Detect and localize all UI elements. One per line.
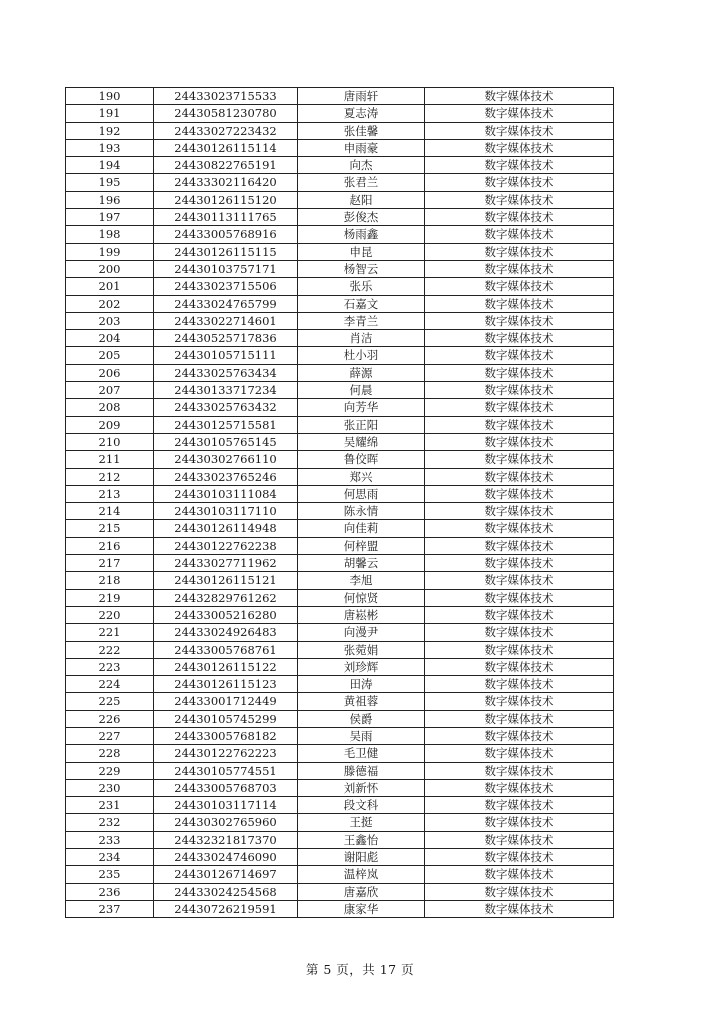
candidate-id-cell: 24430126115114 [154,139,298,156]
candidate-id-cell: 24430122762238 [154,537,298,554]
row-number-cell: 219 [66,589,154,606]
major-cell: 数字媒体技术 [425,606,614,623]
student-name-cell: 张正阳 [298,416,425,433]
table-row [66,849,614,866]
row-number-cell: 191 [66,105,154,122]
major-cell: 数字媒体技术 [425,122,614,139]
row-number-cell: 224 [66,676,154,693]
table-row [66,900,614,917]
candidate-id-cell: 24433024926483 [154,624,298,641]
candidate-id-cell: 24433025763434 [154,364,298,381]
row-number-cell: 236 [66,883,154,900]
major-cell: 数字媒体技术 [425,485,614,502]
table-row [66,693,614,710]
student-name-cell: 赵阳 [298,191,425,208]
student-name-cell: 申雨豪 [298,139,425,156]
major-cell: 数字媒体技术 [425,468,614,485]
row-number-cell: 230 [66,779,154,796]
candidate-id-cell: 24433023715533 [154,88,298,105]
candidate-id-cell: 24430302765960 [154,814,298,831]
row-number-cell: 207 [66,382,154,399]
page-footer: 第 5 页，共 17 页 [305,962,415,977]
candidate-id-cell: 24433005768761 [154,641,298,658]
candidate-id-cell: 24433302116420 [154,174,298,191]
candidate-id-cell: 24430126114948 [154,520,298,537]
major-cell: 数字媒体技术 [425,347,614,364]
candidate-id-cell: 24430126115123 [154,676,298,693]
table-row [66,555,614,572]
row-number-cell: 234 [66,849,154,866]
student-name-cell: 唐雨轩 [298,88,425,105]
student-name-cell: 薛源 [298,364,425,381]
table-row [66,606,614,623]
candidate-id-cell: 24430581230780 [154,105,298,122]
table-row [66,139,614,156]
student-name-cell: 吴耀绵 [298,433,425,450]
candidate-id-cell: 24433023765246 [154,468,298,485]
table-row [66,191,614,208]
candidate-id-cell: 24433005768182 [154,727,298,744]
student-name-cell: 李青兰 [298,312,425,329]
major-cell: 数字媒体技术 [425,727,614,744]
table-row [66,762,614,779]
row-number-cell: 208 [66,399,154,416]
major-cell: 数字媒体技术 [425,278,614,295]
student-name-cell: 张君兰 [298,174,425,191]
row-number-cell: 223 [66,658,154,675]
student-name-cell: 唐嘉欣 [298,883,425,900]
major-cell: 数字媒体技术 [425,762,614,779]
candidate-id-cell: 24430105765145 [154,433,298,450]
table-row [66,831,614,848]
candidate-id-cell: 24432829761262 [154,589,298,606]
major-cell: 数字媒体技术 [425,295,614,312]
student-name-cell: 张菀娟 [298,641,425,658]
table-row [66,399,614,416]
row-number-cell: 192 [66,122,154,139]
table-row [66,174,614,191]
table-row [66,382,614,399]
candidate-id-cell: 24430126714697 [154,866,298,883]
row-number-cell: 222 [66,641,154,658]
major-cell: 数字媒体技术 [425,555,614,572]
major-cell: 数字媒体技术 [425,814,614,831]
student-name-cell: 向佳莉 [298,520,425,537]
student-name-cell: 康家华 [298,900,425,917]
table-row [66,866,614,883]
major-cell: 数字媒体技术 [425,312,614,329]
table-row [66,779,614,796]
student-name-cell: 胡馨云 [298,555,425,572]
student-name-cell: 向漫尹 [298,624,425,641]
student-name-cell: 申昆 [298,243,425,260]
row-number-cell: 237 [66,900,154,917]
table-row [66,122,614,139]
table-row [66,243,614,260]
row-number-cell: 229 [66,762,154,779]
table-row [66,105,614,122]
student-name-cell: 向杰 [298,157,425,174]
candidate-id-cell: 24430125715581 [154,416,298,433]
student-name-cell: 夏志涛 [298,105,425,122]
row-number-cell: 211 [66,451,154,468]
major-cell: 数字媒体技术 [425,676,614,693]
major-cell: 数字媒体技术 [425,831,614,848]
candidate-id-cell: 24430525717836 [154,330,298,347]
row-number-cell: 196 [66,191,154,208]
row-number-cell: 233 [66,831,154,848]
row-number-cell: 209 [66,416,154,433]
row-number-cell: 205 [66,347,154,364]
table-row [66,485,614,502]
student-name-cell: 李旭 [298,572,425,589]
student-name-cell: 滕德福 [298,762,425,779]
row-number-cell: 218 [66,572,154,589]
student-name-cell: 杜小羽 [298,347,425,364]
row-number-cell: 221 [66,624,154,641]
major-cell: 数字媒体技术 [425,416,614,433]
major-cell: 数字媒体技术 [425,779,614,796]
candidate-id-cell: 24433024746090 [154,849,298,866]
major-cell: 数字媒体技术 [425,710,614,727]
candidate-id-cell: 24432321817370 [154,831,298,848]
candidate-id-cell: 24433005216280 [154,606,298,623]
candidate-id-cell: 24430302766110 [154,451,298,468]
candidate-id-cell: 24430105715111 [154,347,298,364]
candidate-id-cell: 24433005768916 [154,226,298,243]
table-row [66,745,614,762]
table-row [66,814,614,831]
student-name-cell: 刘新怀 [298,779,425,796]
table-row [66,624,614,641]
table-row [66,209,614,226]
candidate-id-cell: 24430126115120 [154,191,298,208]
student-name-cell: 黄祖蓉 [298,693,425,710]
table-row [66,537,614,554]
candidate-id-cell: 24430105774551 [154,762,298,779]
row-number-cell: 231 [66,797,154,814]
row-number-cell: 226 [66,710,154,727]
major-cell: 数字媒体技术 [425,745,614,762]
major-cell: 数字媒体技术 [425,399,614,416]
major-cell: 数字媒体技术 [425,330,614,347]
major-cell: 数字媒体技术 [425,243,614,260]
student-name-cell: 石嘉文 [298,295,425,312]
row-number-cell: 215 [66,520,154,537]
row-number-cell: 232 [66,814,154,831]
row-number-cell: 201 [66,278,154,295]
major-cell: 数字媒体技术 [425,382,614,399]
student-name-cell: 何梓盟 [298,537,425,554]
major-cell: 数字媒体技术 [425,537,614,554]
student-name-cell: 彭俊杰 [298,209,425,226]
table-row [66,416,614,433]
row-number-cell: 200 [66,260,154,277]
row-number-cell: 190 [66,88,154,105]
candidate-id-cell: 24433024765799 [154,295,298,312]
row-number-cell: 212 [66,468,154,485]
table-row [66,710,614,727]
table-row [66,157,614,174]
student-name-cell: 侯爵 [298,710,425,727]
student-name-cell: 何惊贤 [298,589,425,606]
row-number-cell: 225 [66,693,154,710]
roster-table [65,87,614,918]
student-name-cell: 杨雨鑫 [298,226,425,243]
major-cell: 数字媒体技术 [425,849,614,866]
candidate-id-cell: 24430122762223 [154,745,298,762]
table-row [66,520,614,537]
student-name-cell: 田涛 [298,676,425,693]
row-number-cell: 199 [66,243,154,260]
table-row [66,295,614,312]
major-cell: 数字媒体技术 [425,191,614,208]
student-name-cell: 王鑫怡 [298,831,425,848]
major-cell: 数字媒体技术 [425,797,614,814]
student-name-cell: 杨智云 [298,260,425,277]
candidate-id-cell: 24430105745299 [154,710,298,727]
major-cell: 数字媒体技术 [425,866,614,883]
student-name-cell: 温梓岚 [298,866,425,883]
student-name-cell: 谢阳彪 [298,849,425,866]
student-name-cell: 王挺 [298,814,425,831]
candidate-id-cell: 24430126115122 [154,658,298,675]
major-cell: 数字媒体技术 [425,174,614,191]
major-cell: 数字媒体技术 [425,624,614,641]
major-cell: 数字媒体技术 [425,451,614,468]
major-cell: 数字媒体技术 [425,572,614,589]
table-row [66,451,614,468]
candidate-id-cell: 24433024254568 [154,883,298,900]
table-row [66,260,614,277]
candidate-id-cell: 24430103117114 [154,797,298,814]
row-number-cell: 193 [66,139,154,156]
candidate-id-cell: 24430103111084 [154,485,298,502]
candidate-id-cell: 24430126115115 [154,243,298,260]
major-cell: 数字媒体技术 [425,157,614,174]
student-name-cell: 何晨 [298,382,425,399]
row-number-cell: 235 [66,866,154,883]
table-row [66,433,614,450]
row-number-cell: 213 [66,485,154,502]
major-cell: 数字媒体技术 [425,883,614,900]
row-number-cell: 198 [66,226,154,243]
student-name-cell: 张佳馨 [298,122,425,139]
major-cell: 数字媒体技术 [425,364,614,381]
major-cell: 数字媒体技术 [425,209,614,226]
candidate-id-cell: 24433027711962 [154,555,298,572]
candidate-id-cell: 24430822765191 [154,157,298,174]
table-row [66,658,614,675]
row-number-cell: 195 [66,174,154,191]
table-row [66,797,614,814]
row-number-cell: 197 [66,209,154,226]
candidate-id-cell: 24430133717234 [154,382,298,399]
candidate-id-cell: 24430126115121 [154,572,298,589]
student-name-cell: 鲁佼晖 [298,451,425,468]
row-number-cell: 227 [66,727,154,744]
table-row [66,364,614,381]
major-cell: 数字媒体技术 [425,433,614,450]
row-number-cell: 214 [66,503,154,520]
major-cell: 数字媒体技术 [425,900,614,917]
table-row [66,676,614,693]
table-row [66,226,614,243]
major-cell: 数字媒体技术 [425,139,614,156]
row-number-cell: 202 [66,295,154,312]
student-name-cell: 肖洁 [298,330,425,347]
row-number-cell: 194 [66,157,154,174]
table-row [66,883,614,900]
candidate-id-cell: 24430726219591 [154,900,298,917]
table-row [66,278,614,295]
table-row [66,468,614,485]
table-row [66,589,614,606]
major-cell: 数字媒体技术 [425,589,614,606]
candidate-id-cell: 24430103117110 [154,503,298,520]
table-row [66,572,614,589]
student-name-cell: 刘珍辉 [298,658,425,675]
student-name-cell: 段文科 [298,797,425,814]
table-row [66,88,614,105]
table-row [66,503,614,520]
candidate-id-cell: 24433022714601 [154,312,298,329]
student-name-cell: 唐崧彬 [298,606,425,623]
major-cell: 数字媒体技术 [425,641,614,658]
candidate-id-cell: 24433005768703 [154,779,298,796]
row-number-cell: 206 [66,364,154,381]
candidate-id-cell: 24433001712449 [154,693,298,710]
major-cell: 数字媒体技术 [425,226,614,243]
student-name-cell: 吴雨 [298,727,425,744]
candidate-id-cell: 24430103757171 [154,260,298,277]
major-cell: 数字媒体技术 [425,260,614,277]
student-name-cell: 张乐 [298,278,425,295]
student-name-cell: 向芳华 [298,399,425,416]
table-row [66,330,614,347]
row-number-cell: 204 [66,330,154,347]
candidate-id-cell: 24433027223432 [154,122,298,139]
major-cell: 数字媒体技术 [425,658,614,675]
candidate-id-cell: 24433023715506 [154,278,298,295]
major-cell: 数字媒体技术 [425,105,614,122]
major-cell: 数字媒体技术 [425,520,614,537]
student-name-cell: 毛卫健 [298,745,425,762]
row-number-cell: 228 [66,745,154,762]
table-row [66,641,614,658]
row-number-cell: 203 [66,312,154,329]
student-name-cell: 陈永情 [298,503,425,520]
student-name-cell: 何思雨 [298,485,425,502]
row-number-cell: 210 [66,433,154,450]
student-name-cell: 郑兴 [298,468,425,485]
table-row [66,727,614,744]
row-number-cell: 216 [66,537,154,554]
table-row [66,347,614,364]
roster-table-body [66,88,614,918]
major-cell: 数字媒体技术 [425,88,614,105]
table-row [66,312,614,329]
candidate-id-cell: 24433025763432 [154,399,298,416]
major-cell: 数字媒体技术 [425,693,614,710]
major-cell: 数字媒体技术 [425,503,614,520]
row-number-cell: 217 [66,555,154,572]
candidate-id-cell: 24430113111765 [154,209,298,226]
row-number-cell: 220 [66,606,154,623]
